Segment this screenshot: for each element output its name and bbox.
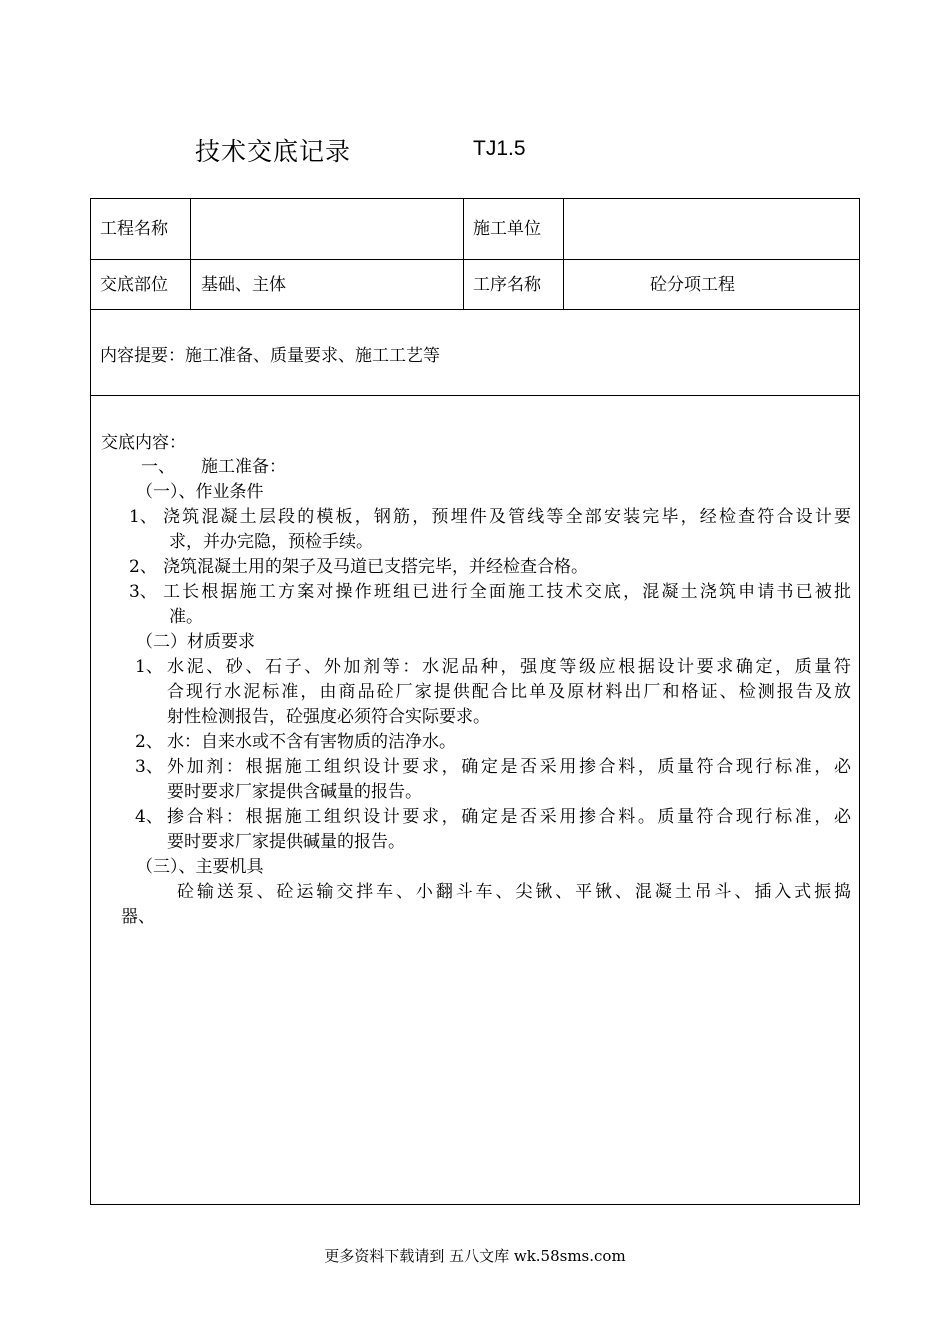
- list-item-number: 3、: [129, 582, 157, 602]
- content-heading: 交底内容：: [101, 433, 186, 453]
- column-divider: [463, 199, 464, 309]
- list-item-number: 4、: [135, 807, 163, 827]
- list-item-text: 浇筑混凝土层段的模板，钢筋，预埋件及管线等全部安装完毕，经检查符合设计要: [163, 507, 851, 527]
- list-item-text: 准。: [169, 607, 203, 627]
- list-item-text: 合现行水泥标准，由商品砼厂家提供配合比单及原材料出厂和格证、检测报告及放: [167, 682, 851, 702]
- list-item-text: 要时要求厂家提供碱量的报告。: [167, 832, 405, 852]
- column-divider: [190, 199, 191, 309]
- document-code: TJ1.5: [473, 137, 526, 160]
- content-summary: 内容提要：施工准备、质量要求、施工工艺等: [100, 346, 440, 366]
- list-item-number: 3、: [135, 757, 163, 777]
- section-number: 一、: [141, 457, 175, 477]
- handover-record-table: [90, 198, 860, 1205]
- list-item-number: 1、: [129, 507, 157, 527]
- paragraph-text: 器、: [121, 907, 155, 927]
- list-item-text: 掺合料：根据施工组织设计要求，确定是否采用掺合料。质量符合现行标准，必: [167, 807, 851, 827]
- list-item-text: 水：自来水或不含有害物质的洁净水。: [167, 732, 456, 752]
- subsection-heading: （二）材质要求: [136, 632, 255, 652]
- process-name-label: 工序名称: [473, 275, 541, 295]
- list-item-text: 求，并办完隐，预检手续。: [169, 532, 373, 552]
- footer-download-link[interactable]: 更多资料下载请到 五八文库 wk.58sms.com: [324, 1247, 626, 1265]
- list-item-text: 外加剂：根据施工组织设计要求，确定是否采用掺合料，质量符合现行标准，必: [167, 757, 851, 777]
- project-name-label: 工程名称: [100, 219, 168, 239]
- document-title: 技术交底记录: [195, 137, 352, 166]
- process-name-value: 砼分项工程: [650, 275, 735, 295]
- row-divider: [91, 395, 859, 396]
- list-item-text: 浇筑混凝土用的架子及马道已支搭完毕，并经检查合格。: [163, 557, 588, 577]
- list-item-number: 2、: [135, 732, 163, 752]
- subsection-heading: （三）、主要机具: [136, 857, 264, 877]
- subsection-heading: （一）、作业条件: [136, 482, 264, 502]
- list-item-text: 射性检测报告，砼强度必须符合实际要求。: [167, 707, 490, 727]
- list-item-text: 水泥、砂、石子、外加剂等：水泥品种，强度等级应根据设计要求确定，质量符: [167, 657, 851, 677]
- construction-unit-label: 施工单位: [473, 219, 541, 239]
- column-divider: [563, 199, 564, 309]
- list-item-number: 2、: [129, 557, 157, 577]
- list-item-number: 1、: [135, 657, 163, 677]
- list-item-text: 要时要求厂家提供含碱量的报告。: [167, 782, 422, 802]
- handover-part-value: 基础、主体: [201, 275, 286, 295]
- paragraph-text: 砼输送泵、砼运输交拌车、小翻斗车、尖锹、平锹、混凝土吊斗、插入式振捣: [177, 882, 851, 902]
- list-item-text: 工长根据施工方案对操作班组已进行全面施工技术交底，混凝土浇筑申请书已被批: [163, 582, 851, 602]
- row-divider: [91, 259, 859, 260]
- handover-part-label: 交底部位: [100, 275, 168, 295]
- row-divider: [91, 309, 859, 310]
- section-title: 施工准备：: [201, 457, 286, 477]
